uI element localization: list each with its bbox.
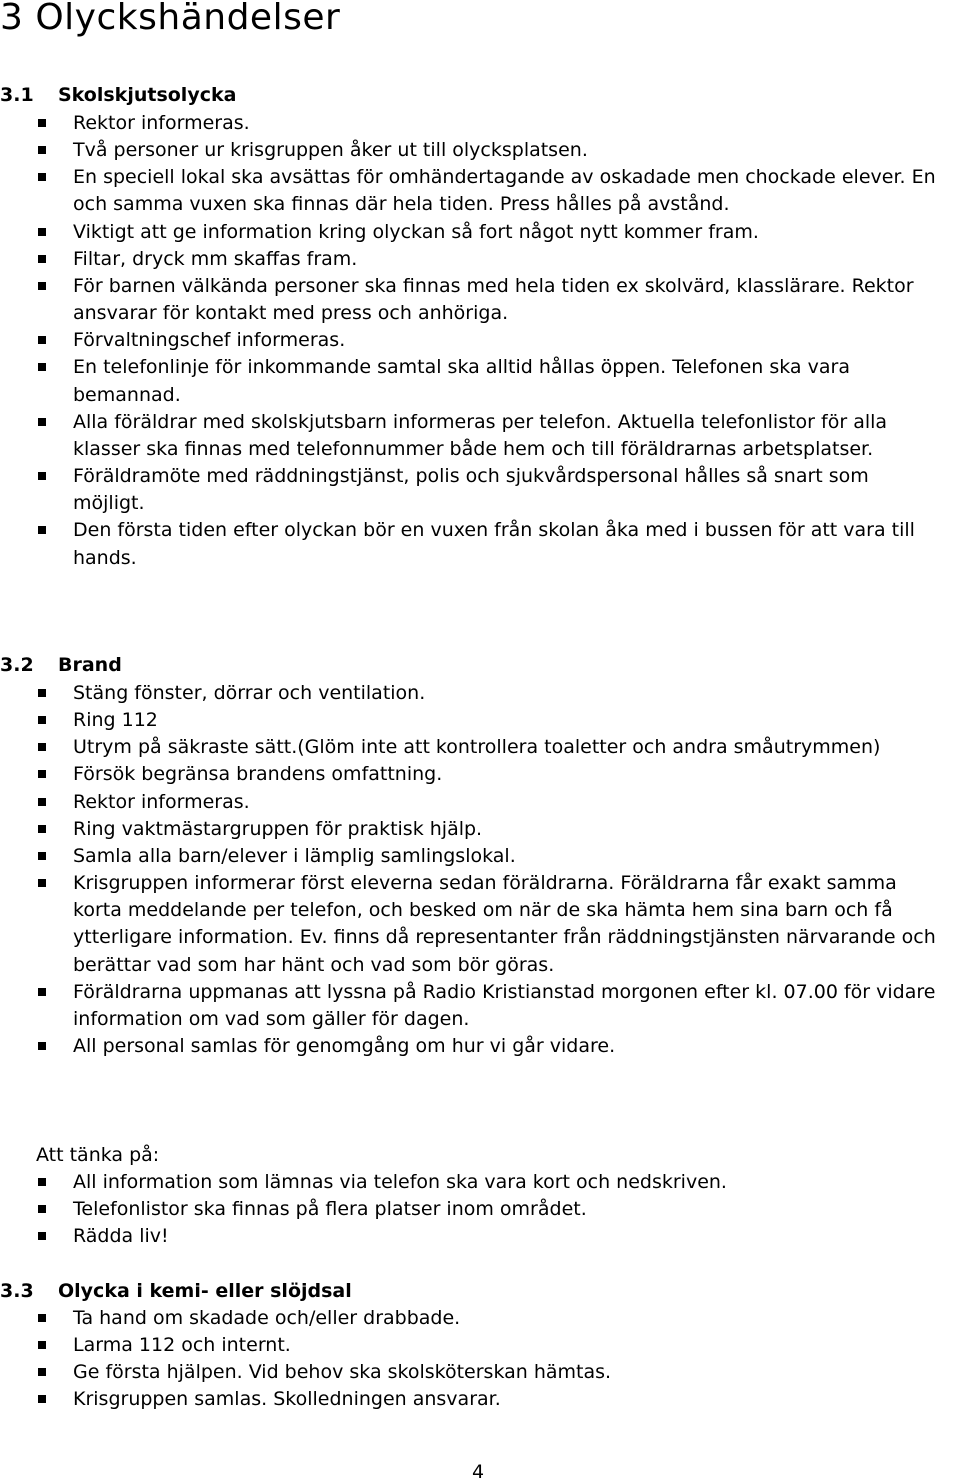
section-heading-skolskjutsolycka <box>0 82 236 109</box>
section-number: 3.2 <box>0 654 34 676</box>
list-item: Försök begränsa brandens omfattning. <box>0 761 945 788</box>
list-item: Krisgruppen informerar först eleverna sedan föräldrarna. Föräldrarna får exakt samma korta meddelande per telefon, och besked om när de ska hämta hem sina barn och få ytterligare information. Ev. finns då representanter från räddningstjänsten närvarande och berättar vad som har hänt och vad som bör göras. <box>0 870 945 979</box>
list-item: Föräldramöte med räddningstjänst, polis och sjukvårdspersonal hålles så snart som möjligt. <box>0 463 945 517</box>
list-item: Ta hand om skadade och/eller drabbade. <box>0 1305 945 1332</box>
list-item: Alla föräldrar med skolskjutsbarn informeras per telefon. Aktuella telefonlistor för alla klasser ska finnas med telefonnummer både hem och till föräldrarnas arbetsplatser. <box>0 409 945 463</box>
list-item: Krisgruppen samlas. Skolledningen ansvarar. <box>0 1386 945 1413</box>
section-title: Olycka i kemi- eller slöjdsal <box>58 1280 352 1302</box>
list-item: Rektor informeras. <box>0 789 945 816</box>
list-item: Ge första hjälpen. Vid behov ska skolsköterskan hämtas. <box>0 1359 945 1386</box>
page-title: 3 Olyckshändelser <box>0 0 341 38</box>
section-heading-kemi-slojd <box>0 1278 352 1305</box>
section-number: 3.3 <box>0 1280 34 1302</box>
list-item: Den första tiden efter olyckan bör en vuxen från skolan åka med i bussen för att vara till hands. <box>0 517 945 571</box>
section-number: 3.1 <box>0 84 34 106</box>
list-item: Rädda liv! <box>0 1223 945 1250</box>
list-item: Stäng fönster, dörrar och ventilation. <box>0 680 945 707</box>
section-heading-brand <box>0 652 122 679</box>
list-item: Föräldrarna uppmanas att lyssna på Radio Kristianstad morgonen efter kl. 07.00 för vidare information om vad som gäller för dagen. <box>0 979 945 1033</box>
list-item: Ring vaktmästargruppen för praktisk hjälp. <box>0 816 945 843</box>
bullet-list-think-about <box>0 1169 945 1250</box>
bullet-list-kemi-slojd <box>0 1305 945 1414</box>
section-title: Skolskjutsolycka <box>58 84 237 106</box>
list-item: Telefonlistor ska finnas på flera platser inom området. <box>0 1196 945 1223</box>
list-item: Ring 112 <box>0 707 945 734</box>
list-item: För barnen välkända personer ska finnas med hela tiden ex skolvärd, klasslärare. Rektor ansvarar för kontakt med press och anhöriga. <box>0 273 945 327</box>
bullet-list-brand <box>0 680 945 1060</box>
list-item: All information som lämnas via telefon ska vara kort och nedskriven. <box>0 1169 945 1196</box>
section-title: Brand <box>58 654 122 676</box>
list-item: Förvaltningschef informeras. <box>0 327 945 354</box>
list-item: Larma 112 och internt. <box>0 1332 945 1359</box>
list-item: All personal samlas för genomgång om hur vi går vidare. <box>0 1033 945 1060</box>
list-item: En telefonlinje för inkommande samtal ska alltid hållas öppen. Telefonen ska vara bemannad. <box>0 354 945 408</box>
bullet-list-skolskjutsolycka <box>0 110 945 572</box>
list-item: Filtar, dryck mm skaffas fram. <box>0 246 945 273</box>
list-item: Samla alla barn/elever i lämplig samlingslokal. <box>0 843 945 870</box>
list-item: Rektor informeras. <box>0 110 945 137</box>
list-item: Två personer ur krisgruppen åker ut till olycksplatsen. <box>0 137 945 164</box>
list-item: En speciell lokal ska avsättas för omhändertagande av oskadade men chockade elever. En och samma vuxen ska finnas där hela tiden. Press hålles på avstånd. <box>0 164 945 218</box>
list-item: Viktigt att ge information kring olyckan så fort något nytt kommer fram. <box>0 219 945 246</box>
list-item: Utrym på säkraste sätt.(Glöm inte att kontrollera toaletter och andra småutrymmen) <box>0 734 945 761</box>
think-about-label: Att tänka på: <box>36 1144 160 1166</box>
page-number: 4 <box>472 1461 485 1483</box>
